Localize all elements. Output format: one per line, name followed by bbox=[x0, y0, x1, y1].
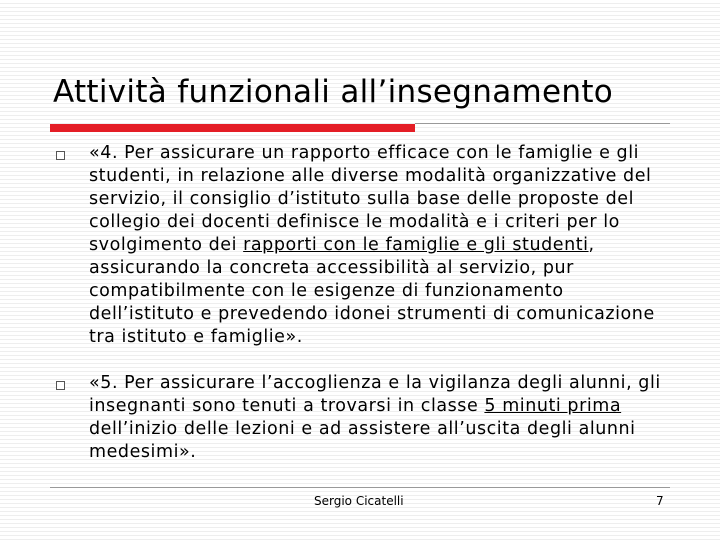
title-accent-bar bbox=[50, 124, 415, 132]
item-text-underlined: rapporti con le famiglie e gli studenti bbox=[243, 235, 589, 255]
list-item bbox=[89, 142, 674, 349]
item-text-before: «4. Per assicurare un rapporto efficace con le famiglie e gli studenti, in relazione alle diverse modalità organizzative del servizio, il consiglio d’istituto sulla base delle proposte del collegio dei docenti definisce le modalità e i criteri per lo svolgimento dei bbox=[89, 143, 652, 255]
item-text-after: dell’inizio delle lezioni e ad assistere all’uscita degli alunni medesimi». bbox=[89, 419, 636, 462]
item-text-underlined: 5 minuti prima bbox=[484, 396, 622, 416]
item-text-after: , assicurando la concreta accessibilità al servizio, pur compatibilmente con le esigenze di funzionamento dell’istituto e prevedendo idonei strumenti di comunicazione tra istituto e famiglie». bbox=[89, 235, 655, 347]
footer-divider bbox=[50, 487, 670, 488]
bullet-square-icon bbox=[56, 151, 65, 160]
page-number: 7 bbox=[656, 494, 664, 508]
title-divider bbox=[415, 123, 670, 124]
item-text-before: «5. Per assicurare l’accoglienza e la vigilanza degli alunni, gli insegnanti sono tenuti a trovarsi in classe bbox=[89, 373, 661, 416]
footer-author: Sergio Cicatelli bbox=[314, 494, 404, 508]
slide-title: Attività funzionali all’insegnamento bbox=[53, 74, 614, 110]
bullet-square-icon bbox=[56, 381, 65, 390]
list-item bbox=[89, 372, 674, 464]
